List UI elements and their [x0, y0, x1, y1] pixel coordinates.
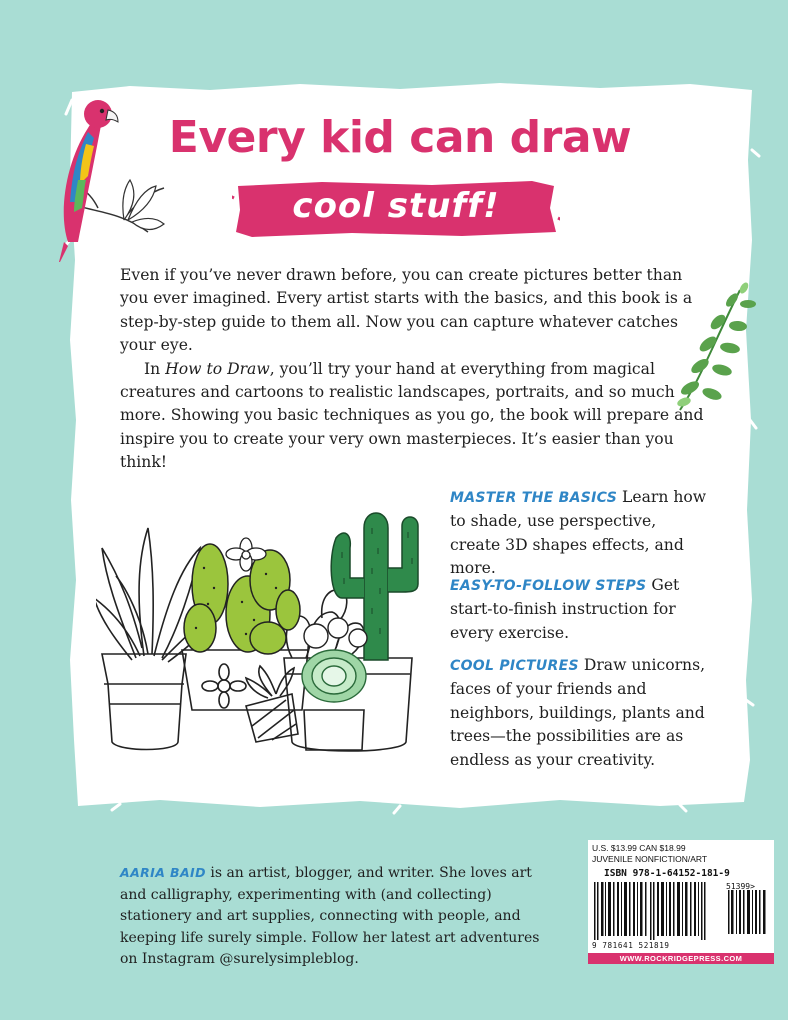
author-bio: AARIA BAID is an artist, blogger, and writer. She loves art and calligraphy, experimenting with (and collecting) stationery and art supplies, connecting with people, and keeping life surely simple. Follow her latest art adventures on Instagram @surelysimpleblog.	[120, 865, 540, 968]
succulent-pots-illustration	[96, 488, 426, 770]
barcode-box	[588, 840, 774, 964]
intro-paragraph-1: Even if you’ve never drawn before, you can create pictures better than you ever imagined. Every artist starts with the basics, and this book is a step-by-step guide to them all. Now you can capture whatever catches your eye.	[120, 266, 693, 355]
barcode-addon: 51399>	[726, 882, 755, 891]
book-title: How to Draw	[165, 359, 270, 378]
intro-paragraph-2: In How to Draw, you’ll try your hand at everything from magical creatures and cartoons to realistic landscapes, portraits, and so much more. Showing you basic techniques as you go, the book will prepare and inspire you to create your very own masterpieces. It’s easier than you think!	[120, 359, 704, 472]
headline: Every kid can draw	[168, 112, 632, 163]
banner-text: cool stuff!	[292, 186, 500, 226]
feature-3: COOL PICTURES Draw unicorns, faces of your friends and neighbors, buildings, plants and trees—the possibilities are as endless as your creativity.	[450, 656, 706, 769]
feature-2: EASY-TO-FOLLOW STEPS Get start-to-finish instruction for every exercise.	[450, 576, 680, 642]
barcode-digits: 9 781641 521819	[592, 941, 670, 950]
feature-1: MASTER THE BASICS Learn how to shade, use perspective, create 3D shapes effects, and more.	[450, 488, 707, 578]
feature-2-title: EASY-TO-FOLLOW STEPS	[450, 578, 647, 594]
feature-1-title: MASTER THE BASICS	[450, 490, 618, 506]
isbn-line: ISBN 978-1-64152-181-9	[604, 868, 730, 879]
category-line: JUVENILE NONFICTION/ART	[592, 854, 708, 864]
author-name: AARIA BAID	[120, 865, 206, 880]
intro-text	[120, 264, 710, 475]
publisher-url: WWW.ROCKRIDGEPRESS.COM	[588, 953, 774, 964]
feature-3-title: COOL PICTURES	[450, 658, 579, 674]
price-line: U.S. $13.99 CAN $18.99	[592, 843, 686, 853]
